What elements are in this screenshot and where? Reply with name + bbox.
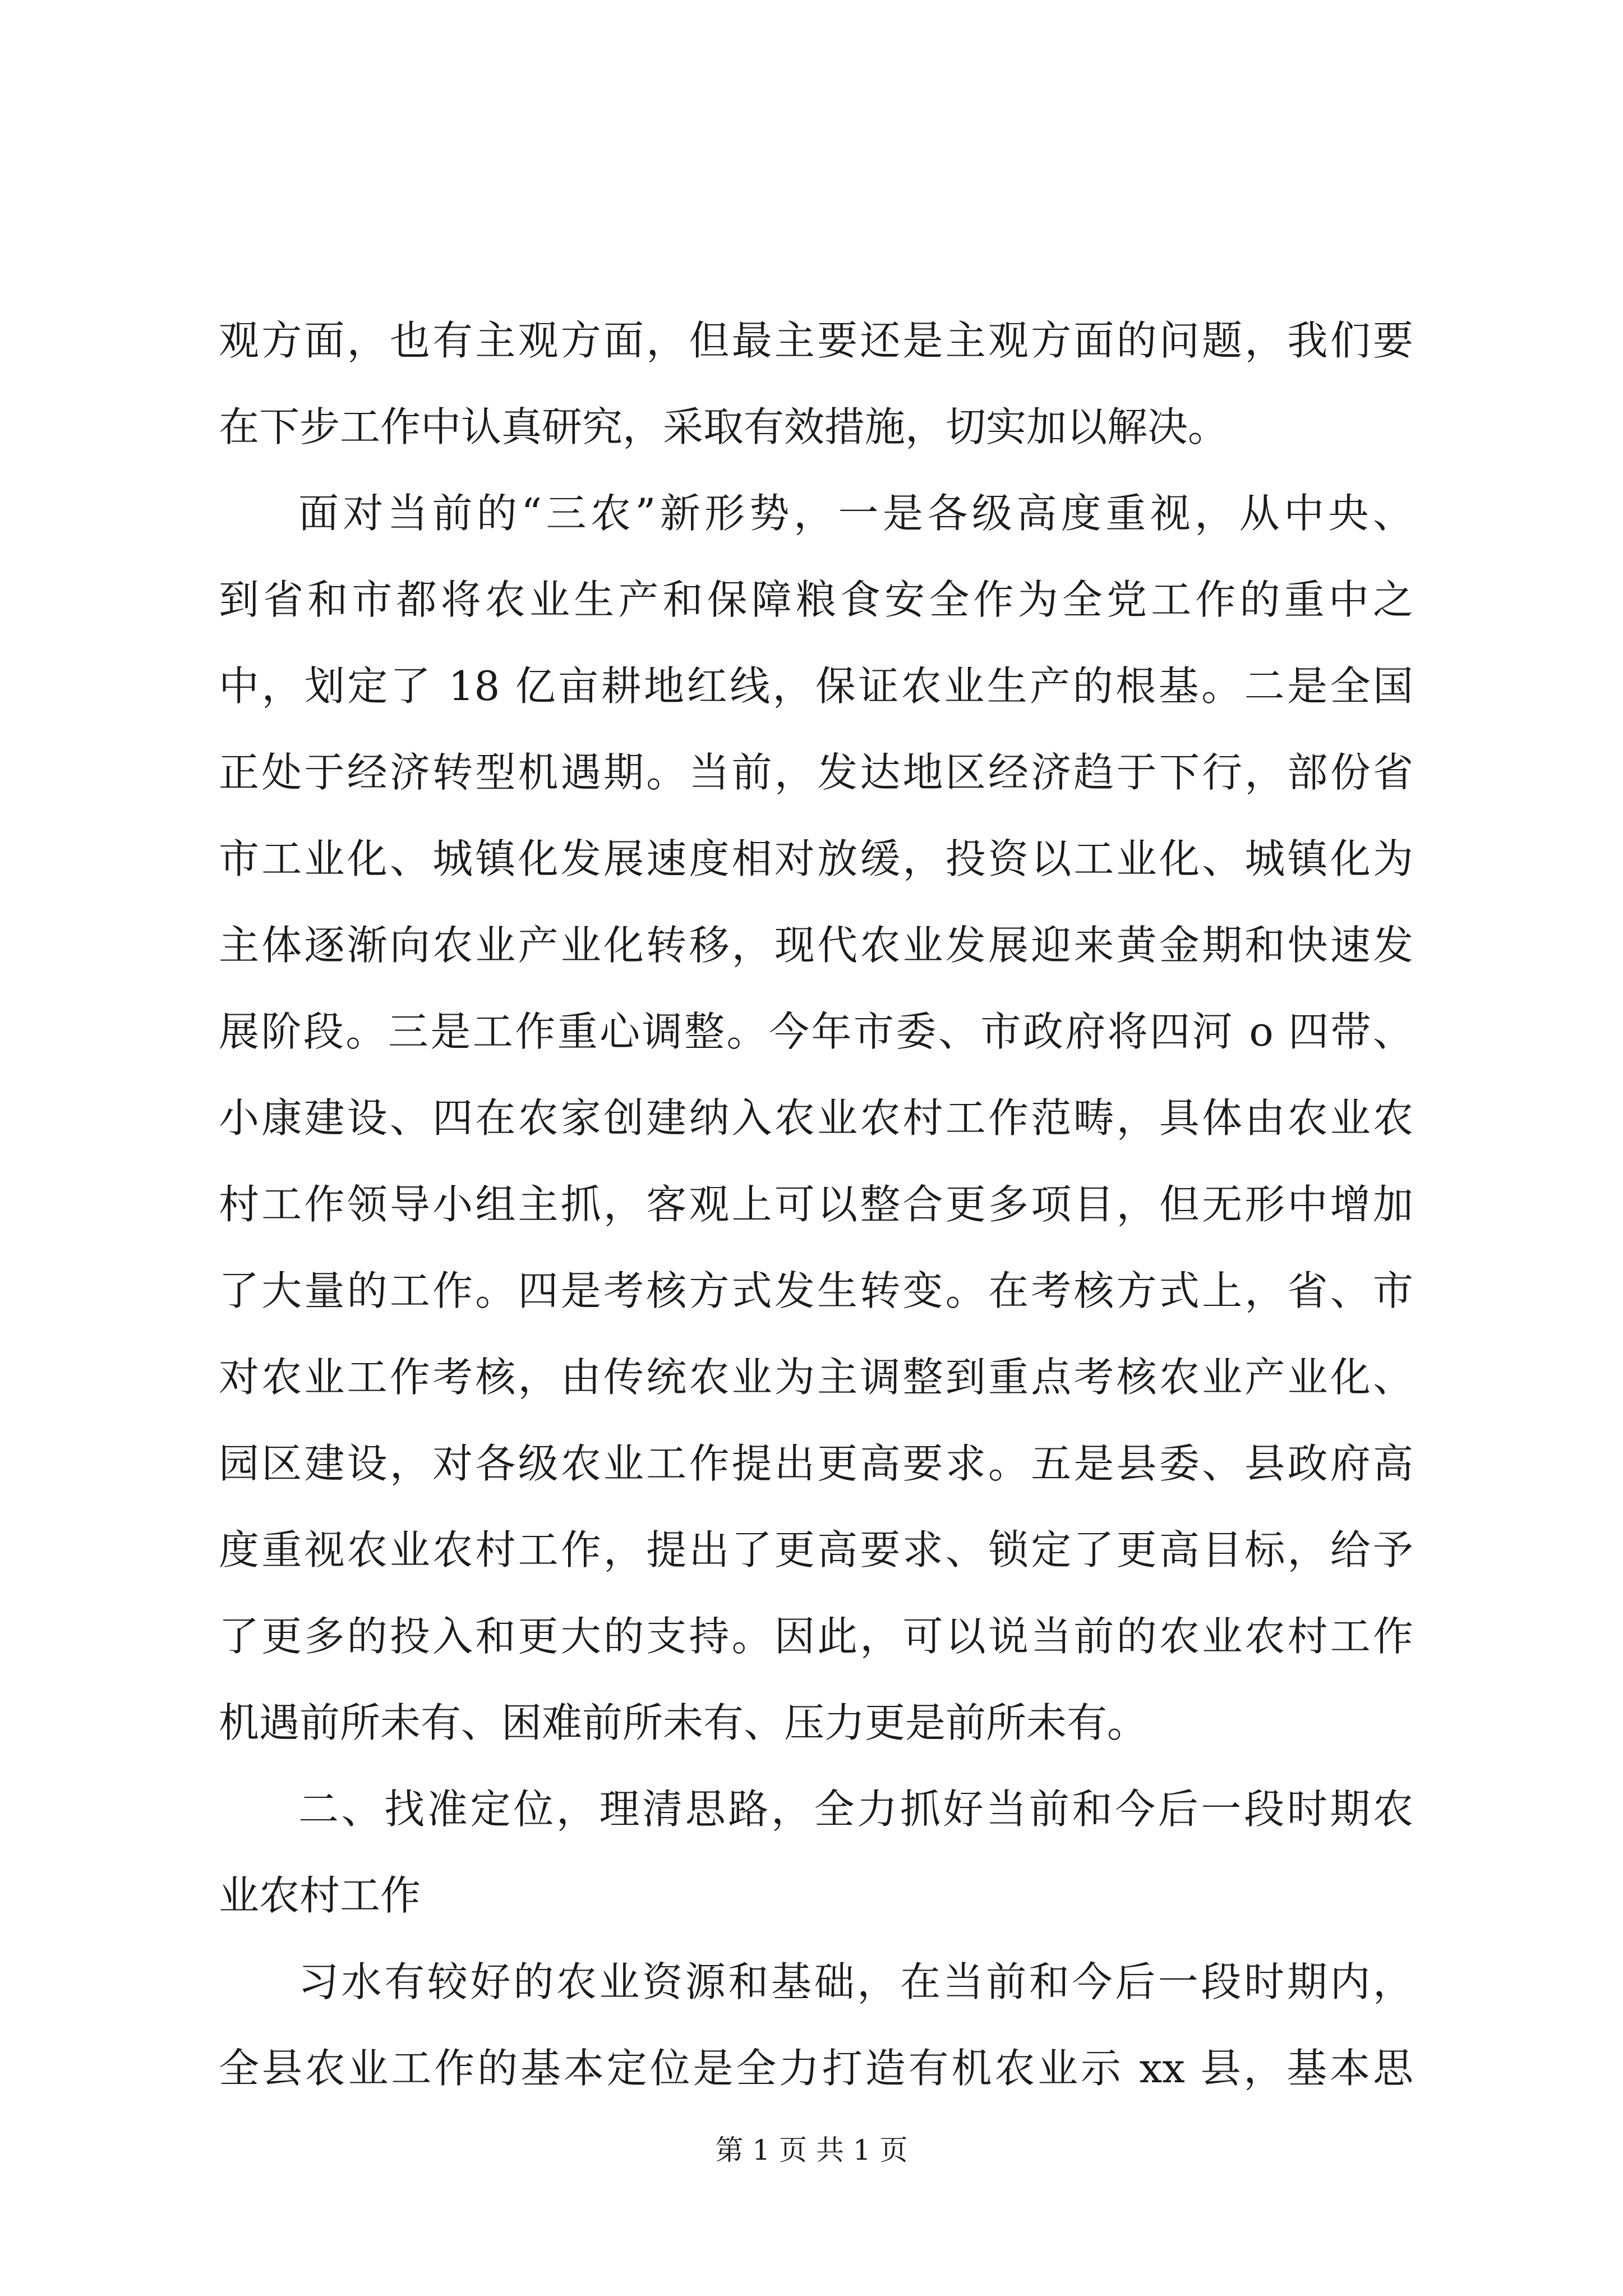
text-line: 了大量的工作。四是考核方式发生转变。在考核方式上，省、市 (219, 1267, 1413, 1314)
text-line: 了更多的投入和更大的支持。因此，可以说当前的农业农村工作 (219, 1613, 1413, 1660)
section-heading-line: 业农村工作 (219, 1872, 421, 1919)
document-body (219, 297, 1413, 2111)
text-line: 全县农业工作的基本定位是全力打造有机农业示 xx 县，基本思 (219, 2045, 1413, 2092)
text-line: 面对当前的“三农”新形势，一是各级高度重视，从中央、 (298, 490, 1413, 537)
section-heading-line: 二、找准定位，理清思路，全力抓好当前和今后一段时期农 (298, 1786, 1413, 1833)
text-line: 观方面，也有主观方面，但最主要还是主观方面的问题，我们要 (219, 317, 1413, 364)
text-line: 度重视农业农村工作，提出了更高要求、锁定了更高目标，给予 (219, 1526, 1413, 1573)
text-line: 机遇前所未有、困难前所未有、压力更是前所未有。 (219, 1699, 1148, 1746)
text-line: 园区建设，对各级农业工作提出更高要求。五是县委、县政府高 (219, 1440, 1413, 1487)
text-line: 小康建设、四在农家创建纳入农业农村工作范畴，具体由农业农 (219, 1094, 1413, 1142)
page-number-footer: 第 1 页 共 1 页 (715, 2134, 908, 2166)
text-line: 习水有较好的农业资源和基础，在当前和今后一段时期内， (298, 1958, 1413, 2005)
text-line: 对农业工作考核，由传统农业为主调整到重点考核农业产业化、 (219, 1354, 1413, 1401)
text-line: 市工业化、城镇化发展速度相对放缓，投资以工业化、城镇化为 (219, 835, 1413, 882)
text-line: 村工作领导小组主抓，客观上可以整合更多项目，但无形中增加 (219, 1181, 1413, 1228)
text-line: 到省和市都将农业生产和保障粮食安全作为全党工作的重中之 (219, 576, 1413, 623)
text-line: 展阶段。三是工作重心调整。今年市委、市政府将四河 o 四带、 (219, 1008, 1413, 1055)
text-line: 主体逐渐向农业产业化转移，现代农业发展迎来黄金期和快速发 (219, 922, 1413, 969)
text-line: 在下步工作中认真研究，采取有效措施，切实加以解决。 (219, 403, 1229, 450)
text-line: 正处于经济转型机遇期。当前，发达地区经济趋于下行，部份省 (219, 749, 1413, 796)
text-line: 中，划定了 18 亿亩耕地红线，保证农业生产的根基。二是全国 (219, 662, 1413, 710)
